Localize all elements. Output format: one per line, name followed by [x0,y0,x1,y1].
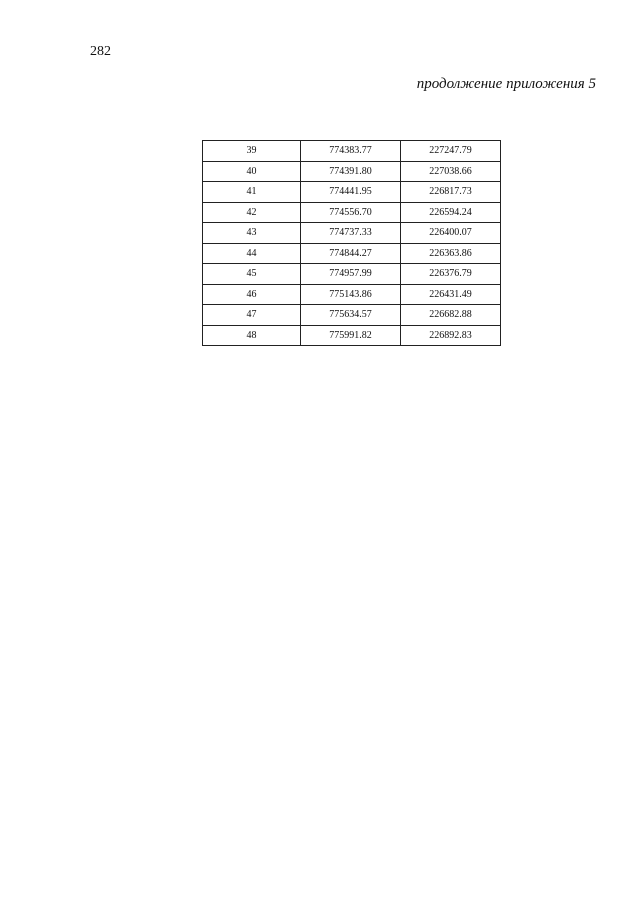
x-coordinate-cell: 774383.77 [301,141,401,162]
y-coordinate-cell: 226682.88 [401,305,501,326]
point-number-cell: 39 [203,141,301,162]
y-coordinate-cell: 226892.83 [401,325,501,346]
table-row [203,264,501,285]
x-coordinate-cell: 774957.99 [301,264,401,285]
x-coordinate-cell: 775143.86 [301,284,401,305]
x-coordinate-cell: 775634.57 [301,305,401,326]
coordinates-table [202,140,501,346]
x-coordinate-cell: 774737.33 [301,223,401,244]
page-number: 282 [90,44,111,59]
point-number-cell: 48 [203,325,301,346]
point-number-cell: 42 [203,202,301,223]
point-number-cell: 47 [203,305,301,326]
x-coordinate-cell: 774441.95 [301,182,401,203]
table-row [203,141,501,162]
y-coordinate-cell: 226817.73 [401,182,501,203]
table-row [203,161,501,182]
point-number-cell: 40 [203,161,301,182]
table-row [203,202,501,223]
point-number-cell: 45 [203,264,301,285]
table-row [203,182,501,203]
x-coordinate-cell: 774844.27 [301,243,401,264]
point-number-cell: 41 [203,182,301,203]
table-row [203,284,501,305]
x-coordinate-cell: 774391.80 [301,161,401,182]
point-number-cell: 43 [203,223,301,244]
continuation-heading: продолжение приложения 5 [416,76,596,92]
y-coordinate-cell: 226400.07 [401,223,501,244]
x-coordinate-cell: 774556.70 [301,202,401,223]
y-coordinate-cell: 227038.66 [401,161,501,182]
table-row [203,325,501,346]
table-row [203,223,501,244]
x-coordinate-cell: 775991.82 [301,325,401,346]
table-row [203,243,501,264]
point-number-cell: 46 [203,284,301,305]
y-coordinate-cell: 226431.49 [401,284,501,305]
y-coordinate-cell: 227247.79 [401,141,501,162]
table-row [203,305,501,326]
point-number-cell: 44 [203,243,301,264]
y-coordinate-cell: 226376.79 [401,264,501,285]
y-coordinate-cell: 226594.24 [401,202,501,223]
table-body [203,141,501,346]
y-coordinate-cell: 226363.86 [401,243,501,264]
